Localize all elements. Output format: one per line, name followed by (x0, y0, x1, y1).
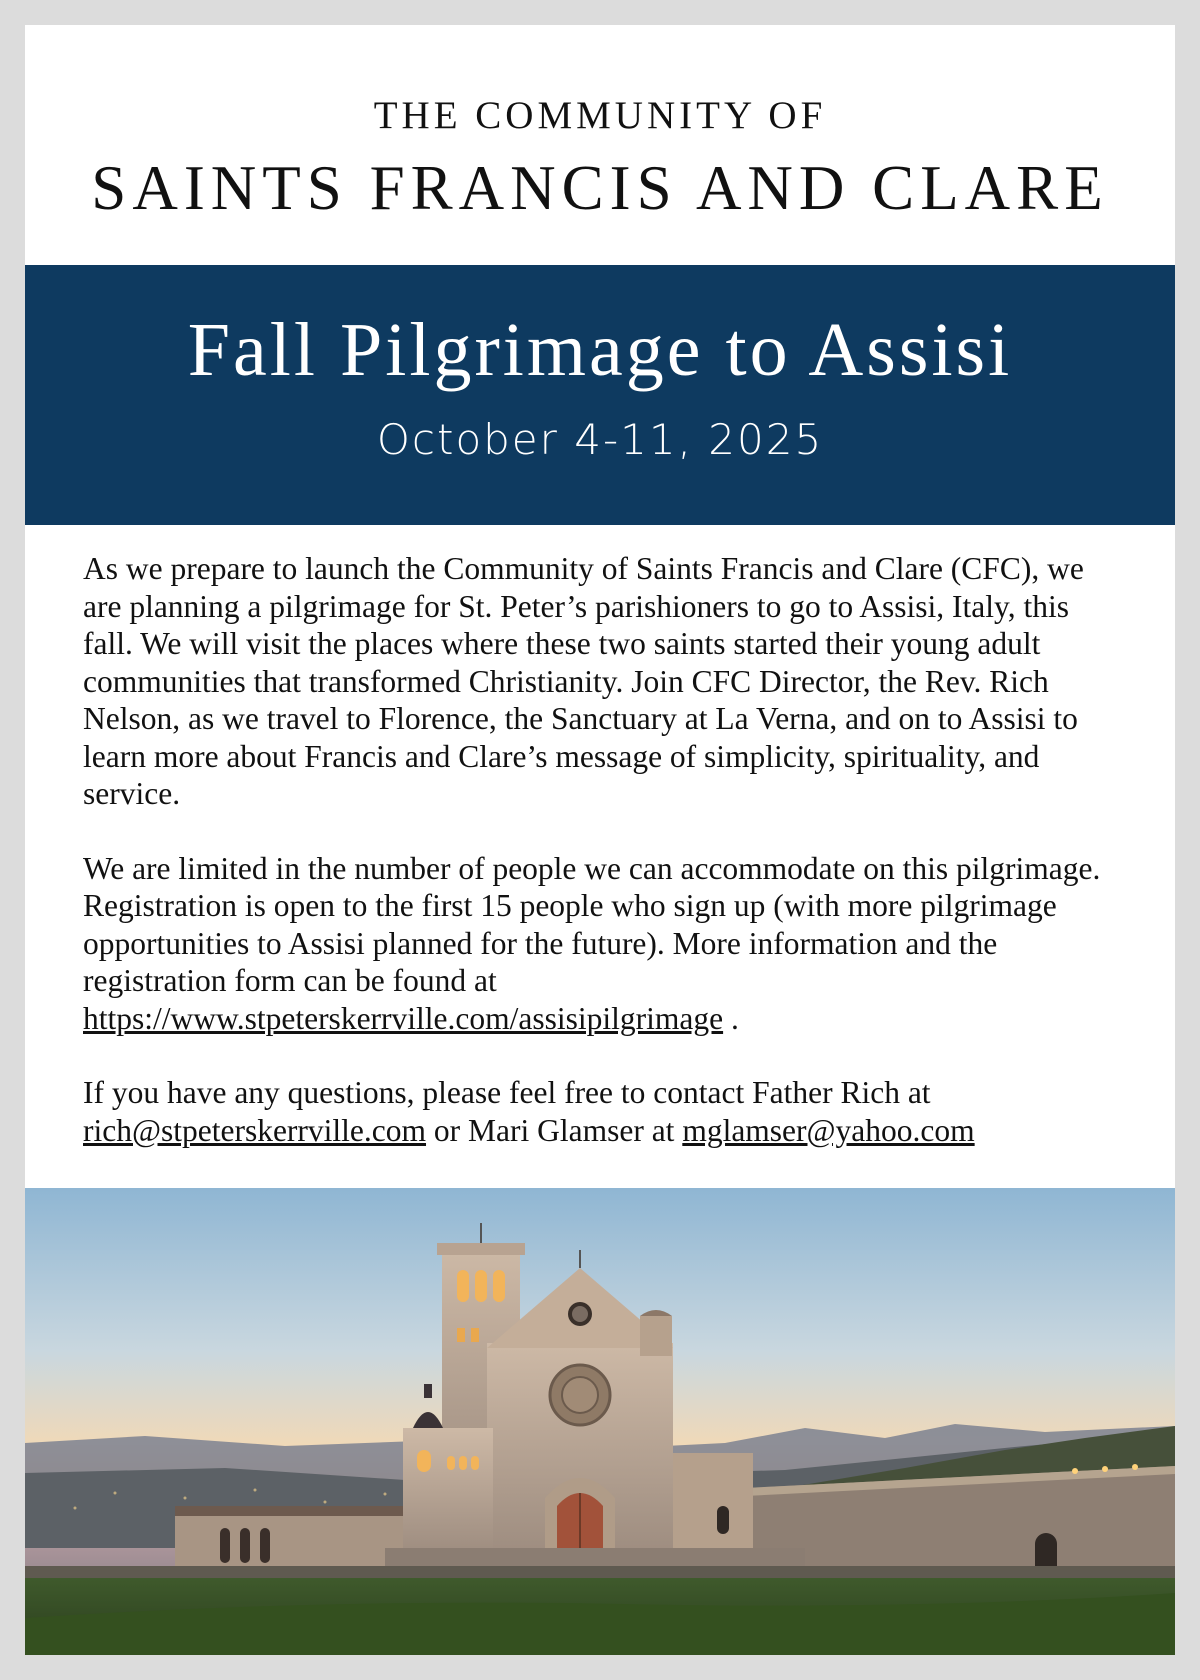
flyer-page (25, 25, 1175, 1655)
rich-email-link[interactable]: rich@stpeterskerrville.com (83, 1112, 427, 1148)
flyer-header (25, 25, 1175, 265)
event-title: Fall Pilgrimage to Assisi (187, 308, 1013, 392)
contact-paragraph (83, 1074, 1123, 1149)
title-banner (25, 265, 1175, 525)
basilica-photo (25, 1188, 1175, 1655)
mari-email-link[interactable]: mglamser@yahoo.com (682, 1112, 975, 1148)
flyer-body (83, 550, 1123, 1186)
event-dates: October 4-11, 2025 (376, 415, 824, 464)
header-line-2: SAINTS FRANCIS AND CLARE (91, 153, 1109, 223)
contact-text: If you have any questions, please feel free to contact Father Rich at (83, 1075, 931, 1110)
registration-paragraph (83, 850, 1123, 1038)
contact-mid: or Mari Glamser at (426, 1112, 683, 1148)
intro-paragraph: As we prepare to launch the Community of Saints Francis and Clare (CFC), we are planning a pilgrimage for St. Peter’s parishioners to go to Assisi, Italy, this fall. We will visit the places where these two saints started their young adult communities that transformed Christianity. Join CFC Director, the Rev. Rich Nelson, as we travel to Florence, the Sanctuary at La Verna, and on to Assisi to learn more about Francis and Clare’s message of simplicity, spirituality, and service. (83, 551, 1084, 811)
registration-end: . (723, 1000, 739, 1036)
registration-text: We are limited in the number of people we can accommodate on this pilgrimage. Registration is open to the first 15 people who sign up (with more pilgrimage opportunities to Assisi planned for the future). More information and the registration form can be found at (83, 850, 1101, 998)
registration-link[interactable]: https://www.stpeterskerrville.com/assisipilgrimage (83, 1000, 724, 1036)
header-line-1: THE COMMUNITY OF (373, 94, 827, 137)
